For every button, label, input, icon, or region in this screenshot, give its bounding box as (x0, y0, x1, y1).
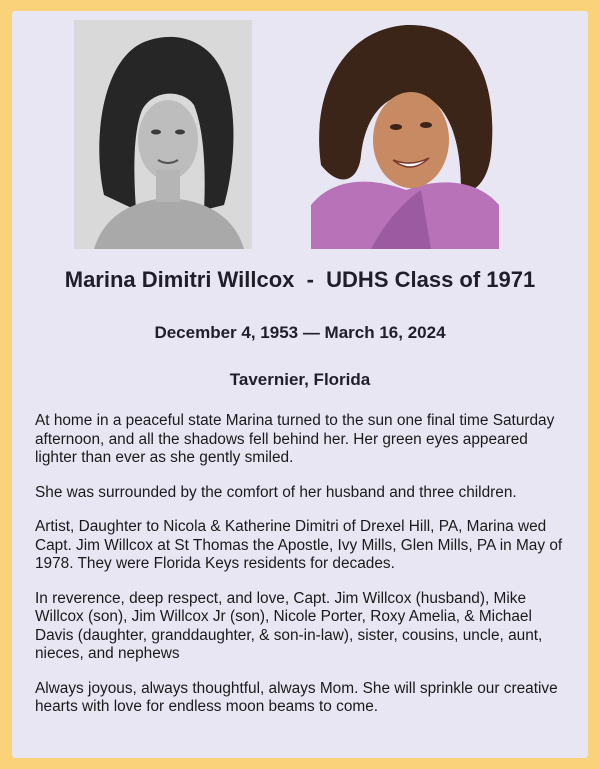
paragraph: Artist, Daughter to Nicola & Katherine Dimitri of Drexel Hill, PA, Marina wed Capt. Jim Willcox at St Thomas the Apostle, Ivy Mills, Glen Mills, PA in May of 1978. They were Florida Keys residents for decades. (35, 518, 563, 572)
life-dates: December 4, 1953 — March 16, 2024 (154, 323, 446, 342)
recent-photo (311, 15, 499, 249)
yearbook-photo (74, 20, 252, 249)
paragraph: She was surrounded by the comfort of her husband and three children. (35, 483, 517, 501)
recent-portrait-image (311, 15, 499, 249)
obituary-card (12, 11, 588, 758)
obituary-text (35, 412, 570, 733)
paragraph: At home in a peaceful state Marina turned to the sun one final time Saturday afternoon, and all the shadows fell behind her. Her green eyes appeared lighter than ever as she gently smiled. (35, 412, 555, 466)
yearbook-portrait-image (74, 20, 252, 249)
paragraph: Always joyous, always thoughtful, always Mom. She will sprinkle our creative hearts with love for endless moon beams to come. (35, 679, 558, 715)
location: Tavernier, Florida (229, 370, 371, 389)
page-title: Marina Dimitri Willcox - UDHS Class of 1971 (64, 267, 536, 292)
paragraph: In reverence, deep respect, and love, Capt. Jim Willcox (husband), Mike Willcox (son), Jim Willcox Jr (son), Nicole Porter, Roxy Amelia, & Michael Davis (daughter, granddaughter, & son-in-law), sister, cousins, uncle, aunt, nieces, and nephews (35, 589, 543, 662)
